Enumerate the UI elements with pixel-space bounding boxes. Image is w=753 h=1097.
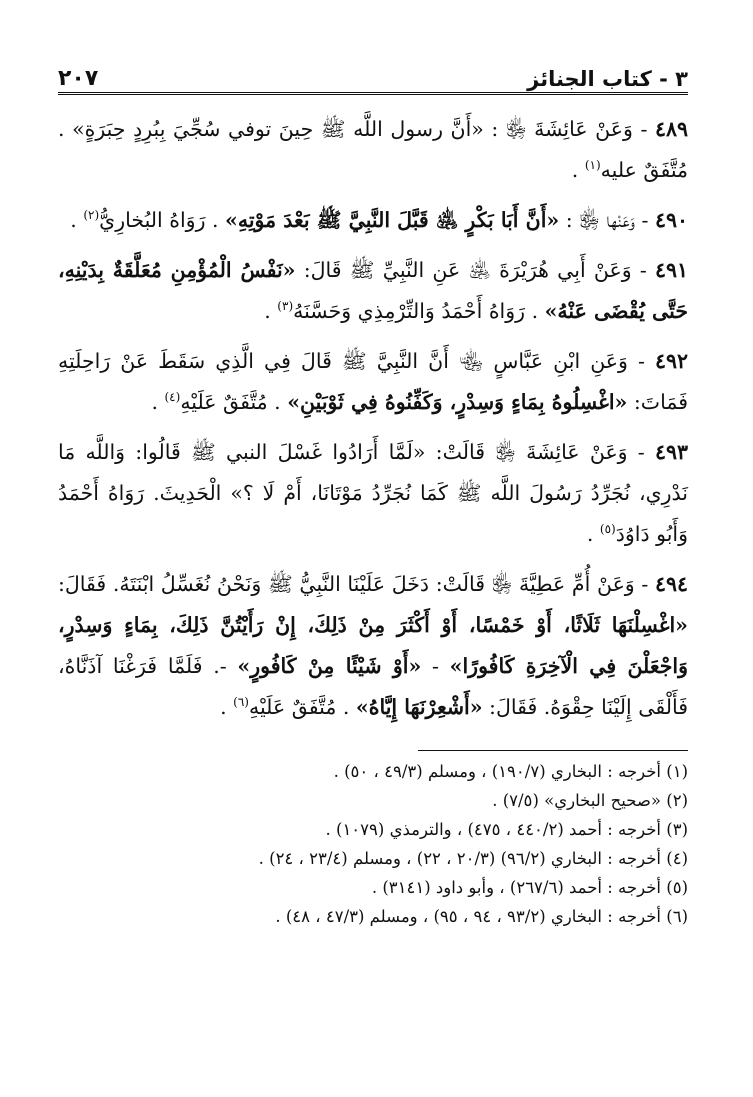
hadith-text-continued: -. فَلَمَّا فَرَغْنَا آذَنَّاهُ، فَأَلْقَى إِلَيْنَا حِقْوَهُ. فَقَالَ: <box>58 654 688 719</box>
footnote-4: (٤) أخرجه : البخاري (٩٦/٢) (٢٠/٣ ، ٢٢) ، ومسلم (٢٣/٤ ، ٢٤) . <box>258 849 688 868</box>
hadith-quote-aside: «أَوْ شَيْئًا مِنْ كَافُورٍ» <box>237 654 422 678</box>
footnote-5: (٥) أخرجه : أحمد (٢٦٧/٦) ، وأبو داود (٣١٤١) . <box>371 878 688 897</box>
hadith-source: . رَوَاهُ أَحْمَدُ وَالتِّرْمِذِي وَحَسَّنَهُ <box>293 299 545 323</box>
footnote-ref: (٢) <box>83 208 100 223</box>
hadith-source: . مُتَّفَقٌ عَلَيْهِ <box>180 390 288 414</box>
hadith-end: . <box>586 522 600 546</box>
hadith-text: - وَعَنْ عَائِشَةَ ﵂ قَالَتْ: «لَمَّا أَرَادُوا غَسْلَ النبي ﷺ قَالُوا: وَاللَّه مَا نَدْرِي، نُجَرِّدُ رَسُولَ اللَّه ﷺ كَمَا نُجَرِّدُ مَوْتَانَا، أَمْ لَا ؟» الْحَدِيثَ. رَوَاهُ أَحْمَدُ وَأَبُو دَاوُدَ <box>58 440 688 546</box>
hadith-493 <box>58 432 688 555</box>
footnote-1: (١) أخرجه : البخاري (١٩٠/٧) ، ومسلم (٤٩/٣ ، ٥٠) . <box>333 762 688 781</box>
hadith-source: . مُتَّفَقٌ عَلَيْهِ <box>248 695 356 719</box>
footnote-ref: (٣) <box>277 299 294 314</box>
hadith-end: . <box>220 695 234 719</box>
chapter-title: ٣ - كتاب الجنائز <box>527 67 688 91</box>
hadith-text: - وَعَنْ أَبِي هُرَيْرَةَ ﵁ عَنِ النَّبِيِّ ﷺ قَالَ: <box>295 258 655 282</box>
hadith-number: ٤٨٩ <box>654 117 688 141</box>
hadith-end: . <box>151 390 165 414</box>
hadith-source: . رَوَاهُ البُخارِيُّ <box>99 208 226 232</box>
footnote-ref: (٤) <box>164 390 181 405</box>
page-header <box>58 56 688 95</box>
hadith-end: . <box>571 158 585 182</box>
footnote-divider <box>418 750 688 751</box>
hadith-text-aside: - <box>421 654 450 678</box>
hadith-list <box>58 109 688 728</box>
hadith-number: ٤٩٣ <box>654 440 688 464</box>
footnote-3: (٣) أخرجه : أحمد (٤٤٠/٢ ، ٤٧٥) ، والترمذي (١٠٧٩) . <box>325 820 688 839</box>
footnotes <box>58 757 688 931</box>
hadith-494 <box>58 564 688 728</box>
footnote-ref: (٥) <box>599 522 616 537</box>
hadith-quote-final: «أَشْعِرْنَهَا إِيَّاهُ» <box>355 695 483 719</box>
hadith-text: - وَعَنِ ابْنِ عَبَّاسٍ ﵄ أَنَّ النَّبِيَّ ﷺ قَالَ فِي الَّذِي سَقَطَ عَنْ رَاحِلَتِهِ فَمَاتَ: <box>58 349 688 414</box>
hadith-end: . <box>70 208 84 232</box>
hadith-491 <box>58 250 688 332</box>
hadith-number: ٤٩٢ <box>654 349 688 373</box>
footnote-ref: (٦) <box>233 695 249 710</box>
hadith-quote: «اغْسِلْنَهَا ثَلَاثًا، أَوْ خَمْسًا، أَوْ أَكْثَرَ مِنْ ذَلِكَ، إِنْ رَأَيْتُنَّ ذَلِكَ، بِمَاءٍ وَسِدْرٍ، وَاجْعَلْنَ فِي الْآخِرَةِ كَافُورًا» <box>58 613 689 678</box>
hadith-number: ٤٩٠ <box>654 208 688 232</box>
book-page <box>58 56 688 931</box>
hadith-text: - وَعَنْ أُمِّ عَطِيَّةَ ﵂ قَالَتْ: دَخَلَ عَلَيْنَا النَّبِيُّ ﷺ وَنَحْنُ نُغَسِّلُ ابْنَتَهُ. فَقَالَ: <box>58 572 655 596</box>
hadith-end: . <box>264 299 278 323</box>
hadith-492 <box>58 341 688 423</box>
hadith-490 <box>58 200 688 241</box>
footnote-ref: (١) <box>584 158 601 173</box>
hadith-text: - وَعَنْ عَائِشَةَ ﵂ : «أَنَّ رسول اللَّه ﷺ حِينَ توفي سُجِّيَ بِبُرِدٍ حِبَرَةٍ» . مُتَّفَقٌ عليه <box>58 117 688 182</box>
hadith-quote: «نَفْسُ الْمُؤْمِنِ مُعَلَّقَةٌ بِدَيْنِهِ، حَتَّى يُقْضَى عَنْهُ» <box>58 258 688 323</box>
footnote-6: (٦) أخرجه : البخاري (٩٣/٢ ، ٩٤ ، ٩٥) ، ومسلم (٤٧/٣ ، ٤٨) . <box>275 907 688 926</box>
hadith-number: ٤٩٤ <box>654 572 688 596</box>
footnote-2: (٢) «صحيح البخاري» (٧/٥) . <box>492 791 688 810</box>
hadith-number: ٤٩١ <box>654 258 689 282</box>
hadith-quote: «اغْسِلُوهُ بِمَاءٍ وَسِدْرٍ، وَكَفِّنُوهُ فِي ثَوْبَيْنِ» <box>287 390 628 414</box>
hadith-489 <box>58 109 688 191</box>
hadith-quote: «أَنَّ أَبَا بَكْرٍ ﵁ قَبَّلَ النَّبِيَّ ﷺ بَعْدَ مَوْتِهِ» <box>225 208 560 232</box>
page-number: ٢٠٧ <box>58 66 99 91</box>
hadith-text: - وَعَنْها ﵂ : <box>559 208 655 232</box>
